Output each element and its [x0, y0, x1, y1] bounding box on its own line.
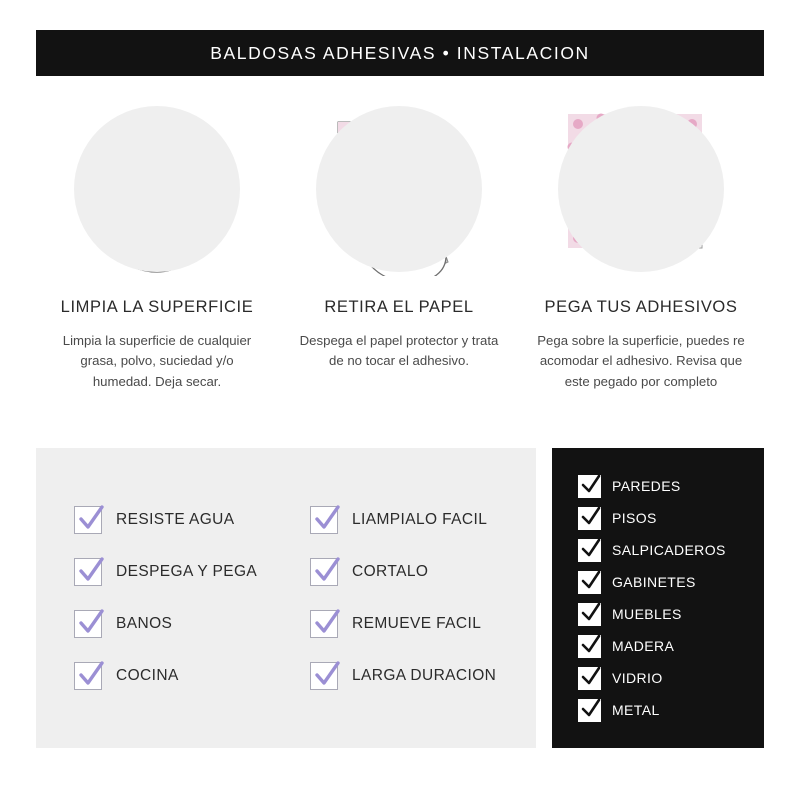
surface-label: SALPICADEROS	[612, 542, 726, 558]
step-1	[36, 96, 278, 392]
checkbox-checked-icon	[578, 667, 601, 690]
checkbox-checked-icon	[74, 662, 102, 690]
surface-item	[578, 507, 764, 530]
checkbox-checked-icon	[578, 475, 601, 498]
surface-label: VIDRIO	[612, 670, 663, 686]
feature-label: REMUEVE FACIL	[352, 615, 482, 632]
page-title: BALDOSAS ADHESIVAS • INSTALACION	[210, 42, 590, 63]
surface-label: PAREDES	[612, 478, 681, 494]
checkbox-checked-icon	[74, 610, 102, 638]
checkbox-checked-icon	[310, 558, 338, 586]
feature-label: COCINA	[116, 667, 179, 684]
checkbox-checked-icon	[310, 506, 338, 534]
surface-label: MADERA	[612, 638, 675, 654]
feature-label: RESISTE AGUA	[116, 511, 235, 528]
checkbox-checked-icon	[310, 662, 338, 690]
feature-item	[74, 662, 300, 690]
checkbox-checked-icon	[310, 610, 338, 638]
surface-item	[578, 539, 764, 562]
step-1-description: Limpia la superficie de cualquier grasa, polvo, suciedad y/o humedad. Deja secar.	[62, 333, 252, 389]
surface-item	[578, 699, 764, 722]
feature-label: BANOS	[116, 615, 173, 632]
feature-label: LIAMPIALO FACIL	[352, 511, 488, 528]
step-3	[520, 96, 762, 392]
surface-item	[578, 571, 764, 594]
surface-item	[578, 475, 764, 498]
surface-label: PISOS	[612, 510, 657, 526]
checkbox-checked-icon	[578, 507, 601, 530]
feature-item	[310, 662, 536, 690]
checkbox-checked-icon	[578, 699, 601, 722]
checkbox-checked-icon	[74, 506, 102, 534]
checkbox-checked-icon	[578, 571, 601, 594]
step-2-title: RETIRA EL PAPEL	[324, 298, 474, 316]
surface-label: MUEBLES	[612, 606, 682, 622]
feature-item	[310, 558, 536, 586]
feature-item	[74, 506, 300, 534]
step-1-title: LIMPIA LA SUPERFICIE	[60, 298, 254, 316]
surface-label: GABINETES	[612, 574, 696, 590]
features-column-1	[36, 448, 300, 748]
step-2	[278, 96, 520, 392]
peel-paper-illustration	[294, 96, 504, 276]
header-bar	[36, 30, 764, 76]
surfaces-panel	[552, 448, 764, 748]
clean-surface-illustration	[52, 96, 262, 276]
feature-label: LARGA DURACION	[352, 667, 497, 684]
features-panel	[36, 448, 536, 748]
step-2-description: Despega el papel protector y trata de no tocar el adhesivo.	[299, 333, 499, 369]
surface-item	[578, 635, 764, 658]
surface-item	[578, 667, 764, 690]
checkbox-checked-icon	[74, 558, 102, 586]
apply-tiles-illustration	[536, 96, 746, 276]
checkbox-checked-icon	[578, 603, 601, 626]
feature-label: DESPEGA Y PEGA	[116, 563, 258, 580]
feature-item	[74, 610, 300, 638]
bottom-panels	[36, 448, 764, 748]
step-3-description: Pega sobre la superficie, puedes re acomodar el adhesivo. Revisa que este pegado por completo	[537, 333, 745, 389]
steps-row	[36, 96, 764, 392]
surface-label: METAL	[612, 702, 660, 718]
step-3-title: PEGA TUS ADHESIVOS	[544, 298, 738, 316]
features-column-2	[300, 448, 536, 748]
checkbox-checked-icon	[578, 539, 601, 562]
checkbox-checked-icon	[578, 635, 601, 658]
feature-item	[74, 558, 300, 586]
feature-item	[310, 610, 536, 638]
feature-label: CORTALO	[352, 563, 429, 580]
feature-item	[310, 506, 536, 534]
surface-item	[578, 603, 764, 626]
